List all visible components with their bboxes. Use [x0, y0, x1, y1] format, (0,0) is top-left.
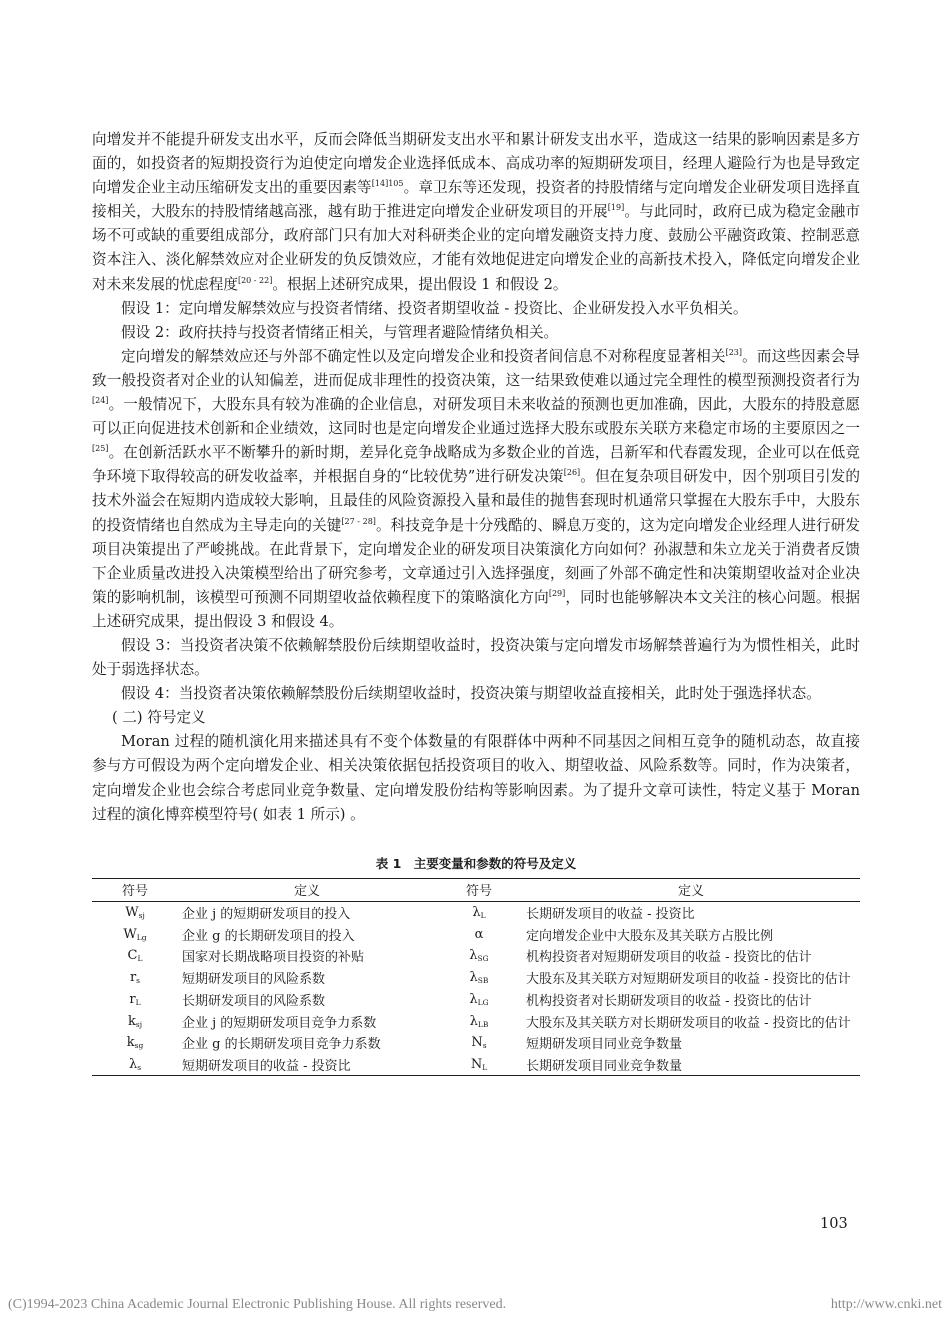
- table-row: [92, 1010, 860, 1032]
- symbol-cell: $W_{sj}$: [125, 905, 145, 921]
- definition-cell: 国家对长期战略项目投资的补贴: [182, 950, 365, 966]
- citation[interactable]: [19]: [607, 203, 625, 213]
- table-row: [92, 967, 860, 989]
- citation[interactable]: [20 - 22]: [237, 275, 273, 285]
- symbol-cell: $\lambda_{SG}$: [469, 948, 489, 964]
- hypothesis-2: 假设 2：政府扶持与投资者情绪正相关，与管理者避险情绪负相关。: [121, 323, 559, 341]
- table-header-row: [92, 878, 860, 901]
- definition-cell: 大股东及其关联方对长期研发项目的收益 - 投资比的估计: [526, 1015, 851, 1031]
- definition-cell: 大股东及其关联方对短期研发项目的收益 - 投资比的估计: [526, 972, 851, 988]
- column-header: 符号: [436, 878, 522, 901]
- symbol-cell: $r_L$: [129, 991, 141, 1007]
- symbol-cell: $r_s$: [129, 970, 141, 986]
- definition-cell: 短期研发项目的风险系数: [182, 972, 326, 988]
- column-header: 符号: [92, 878, 178, 901]
- symbol-cell: α: [474, 926, 484, 942]
- citation[interactable]: [29]: [548, 588, 566, 598]
- paragraph-2: 定向增发的解禁效应还与外部不确定性以及定向增发企业和投资者间信息不对称程度显著相关[23]。而这些因素会导致一般投资者对企业的认知偏差，进而促成非理性的投资决策，这一结果致使难以通过完全理性的模型预测投资者行为[24]。一般情况下，大股东具有较为准确的企业信息，对研发项目未来收益的预测也更加准确，因此，大股东的持股意愿可以正向促进技术创新和企业绩效，这同时也是定向增发企业通过选择大股东或股东关联方来稳定市场的主要原因之一[25]。在创新活跃水平不断攀升的新时期，差异化竞争战略成为多数企业的首选，吕新军和代春霞发现，企业可以在低竞争环境下取得较高的研发收益率，并根据自身的“比较优势”进行研发决策[26]。但在复杂项目研发中，因个别项目引发的技术外溢会在短期内造成较大影响，且最佳的风险资源投入量和最佳的抛售套现时机通常只掌握在大股东手中，大股东的投资情绪也自然成为主导走向的关键[27 - 28]。科技竞争是十分残酷的、瞬息万变的，这为定向增发企业经理人进行研发项目决策提出了严峻挑战。在此背景下，定向增发企业的研发项目决策演化方向如何？孙淑慧和朱立龙关于消费者反馈下企业质量改进投入决策模型给出了研究参考，文章通过引入选择强度，刻画了外部不确定性和决策期望收益对企业决策的影响机制，该模型可预测不同期望收益依赖程度下的策略演化方向[29]，同时也能够解决本文关注的核心问题。根据上述研究成果，提出假设 3 和假设 4。: [92, 347, 860, 630]
- definition-cell: 企业 g 的长期研发项目的投入: [182, 928, 355, 944]
- symbol-cell: $\lambda_{LB}$: [469, 1013, 489, 1029]
- symbol-table: [92, 878, 860, 1077]
- definition-cell: 长期研发项目的收益 - 投资比: [526, 907, 695, 923]
- definition-cell: 短期研发项目同业竞争数量: [526, 1037, 683, 1053]
- citation[interactable]: [14]105: [371, 179, 404, 189]
- hypothesis-4: 假设 4：当投资者决策依赖解禁股份后续期望收益时，投资决策与期望收益直接相关，此时处于强选择状态。: [121, 685, 821, 703]
- hypothesis-1: 假设 1：定向增发解禁效应与投资者情绪、投资者期望收益 - 投资比、企业研发投入水平负相关。: [121, 299, 748, 317]
- symbol-cell: $k_{sj}$: [127, 1013, 143, 1029]
- paragraph-1: 向增发并不能提升研发支出水平，反而会降低当期研发支出水平和累计研发支出水平，造成这一结果的影响因素是多方面的，如投资者的短期投资行为迫使定向增发企业选择低成本、高成功率的短期研发项目，经理人避险行为也是导致定向增发企业主动压缩研发支出的重要因素等$^{[14]105}$。章卫东等还发现，投资者的持股情绪与定向增发企业研发项目选择直接相关，大股东的持股情绪越高涨，越有助于推进定向增发企业研发项目的开展[19]。与此同时，政府已成为稳定金融市场不可或缺的重要组成部分，政府部门只有加大对科研类企业的定向增发融资支持力度、鼓励公平融资政策、控制恶意资本注入、淡化解禁效应对企业研发的负反馈效应，才能有效地促进定向增发企业的高新技术投入，降低定向增发企业对未来发展的忧虑程度[20 - 22]。根据上述研究成果，提出假设 1 和假设 2。: [92, 131, 860, 293]
- definition-cell: 企业 j 的短期研发项目的投入: [182, 907, 351, 923]
- table-row: [92, 1054, 860, 1076]
- definition-cell: 长期研发项目的风险系数: [182, 993, 326, 1009]
- table-row: [92, 988, 860, 1010]
- symbol-cell: $\lambda_L$: [472, 905, 486, 921]
- column-header: 定义: [178, 878, 436, 901]
- symbol-cell: $\lambda_{SB}$: [469, 970, 489, 986]
- website-link[interactable]: http://www.cnki.net: [830, 1297, 942, 1312]
- column-header: 定义: [522, 878, 860, 901]
- article-page: [92, 128, 860, 1076]
- citation[interactable]: [27 - 28]: [341, 516, 376, 526]
- definition-cell: 定向增发企业中大股东及其关联方占股比例: [526, 928, 774, 944]
- table-row: [92, 923, 860, 945]
- citation[interactable]: [26]: [563, 468, 581, 478]
- symbol-cell: $W_{Lg}$: [123, 926, 147, 942]
- definition-cell: 短期研发项目的收益 - 投资比: [182, 1058, 351, 1074]
- symbol-cell: $\lambda_s$: [128, 1056, 142, 1072]
- section-heading: ( 二) 符号定义: [112, 709, 206, 727]
- page-number: 103: [820, 1216, 848, 1232]
- table-row: [92, 1032, 860, 1054]
- table-row: [92, 945, 860, 967]
- definition-cell: 企业 j 的短期研发项目竞争力系数: [182, 1015, 377, 1031]
- symbol-cell: $N_s$: [471, 1035, 487, 1051]
- copyright-footer: [8, 1297, 942, 1313]
- symbol-cell: $C_L$: [127, 948, 143, 964]
- definition-cell: 企业 g 的长期研发项目竞争力系数: [182, 1037, 381, 1053]
- table-caption: 表 1 主要变量和参数的符号及定义: [375, 855, 577, 871]
- definition-cell: 机构投资者对短期研发项目的收益 - 投资比的估计: [526, 950, 812, 966]
- symbol-cell: $\lambda_{LG}$: [469, 991, 489, 1007]
- citation[interactable]: [25]: [92, 444, 109, 454]
- citation[interactable]: [24]: [92, 396, 109, 406]
- definition-cell: 机构投资者对长期研发项目的收益 - 投资比的估计: [526, 993, 812, 1009]
- copyright-text: (C)1994-2023 China Academic Journal Electronic Publishing House. All rights reserved.: [8, 1297, 507, 1312]
- table-body: [92, 901, 860, 1076]
- hypothesis-3: 假设 3：当投资者决策不依赖解禁股份后续期望收益时，投资决策与定向增发市场解禁普遍行为为惯性相关，此时处于弱选择状态。: [92, 636, 860, 679]
- definition-cell: 长期研发项目同业竞争数量: [526, 1058, 683, 1074]
- paragraph-3: Moran 过程的随机演化用来描述具有不变个体数量的有限群体中两种不同基因之间相互竞争的随机动态，故直接参与方可假设为两个定向增发企业、相关决策依据包括投资项目的收入、期望收益、风险系数等。同时，作为决策者，定向增发企业也会综合考虑同业竞争数量、定向增发股份结构等影响因素。为了提升文章可读性，特定义基于 Moran 过程的演化博弈模型符号( 如表 1 所示) 。: [92, 733, 860, 823]
- table-row: [92, 901, 860, 923]
- citation[interactable]: [23]: [725, 347, 743, 357]
- symbol-cell: $N_L$: [470, 1056, 488, 1072]
- symbol-cell: $k_{sg}$: [126, 1035, 144, 1051]
